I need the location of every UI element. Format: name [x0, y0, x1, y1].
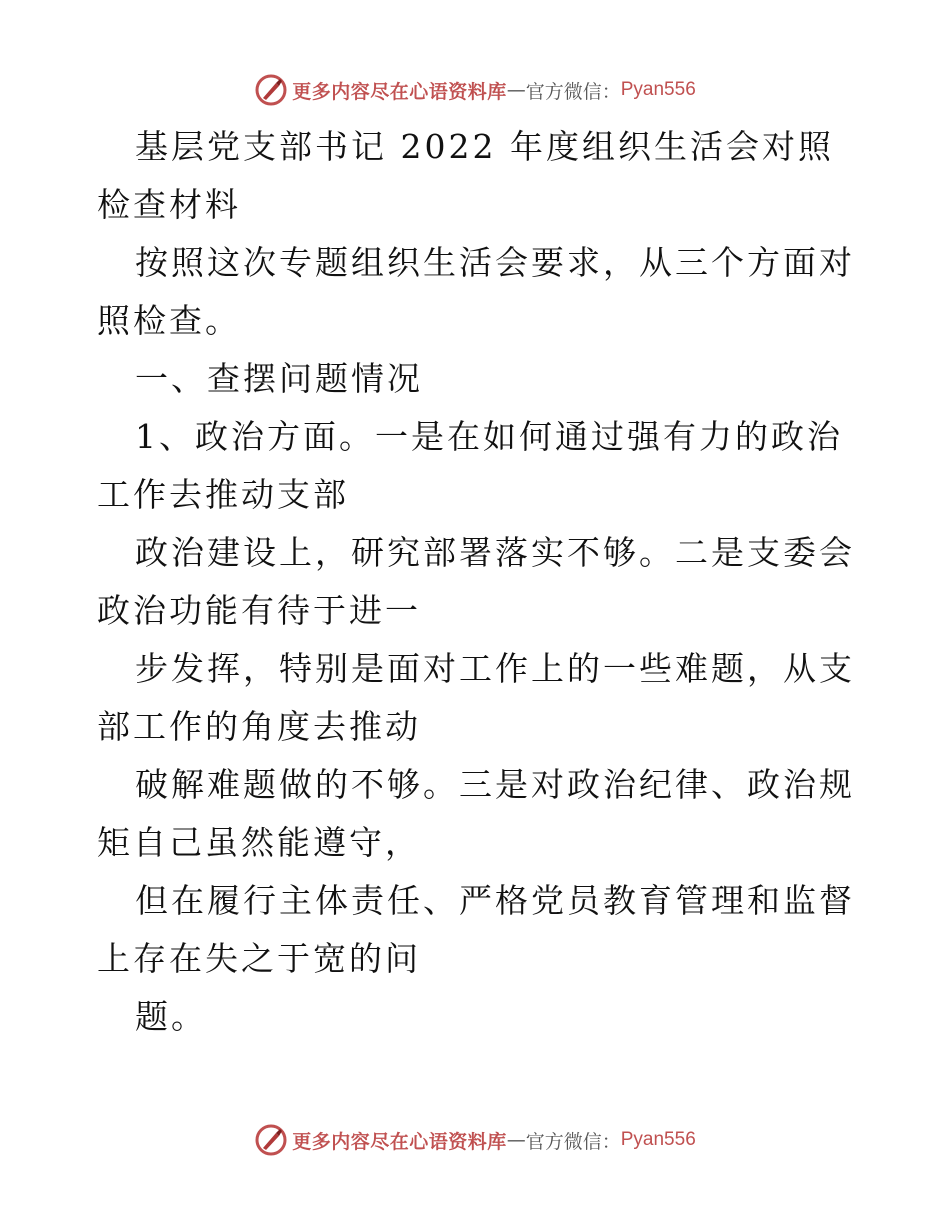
- banner-separator: —: [506, 79, 526, 101]
- banner-text: 更多内容尽在心语资料库: [292, 1130, 507, 1153]
- banner-wechat-id: Pyan556: [620, 79, 696, 100]
- document-title: 基层党支部书记 2022 年度组织生活会对照检查材料: [97, 127, 834, 224]
- banner-wechat-id: Pyan556: [620, 1129, 696, 1150]
- section-heading: 一、查摆问题情况: [135, 359, 423, 398]
- header-banner: [0, 70, 950, 110]
- paragraph: 题。: [135, 997, 207, 1036]
- paragraph: 政治建设上，研究部署落实不够。二是支委会政治功能有待于进一: [97, 533, 855, 630]
- banner-separator: —: [506, 1129, 526, 1151]
- paragraph: 1、政治方面。一是在如何通过强有力的政治工作去推动支部: [97, 417, 843, 514]
- paragraph: 但在履行主体责任、严格党员教育管理和监督上存在失之于宽的问: [97, 881, 855, 978]
- footer-banner: [0, 1120, 950, 1160]
- pen-logo-icon: [254, 73, 288, 107]
- banner-wechat-label: 官方微信：: [525, 1130, 621, 1153]
- paragraph: 步发挥，特别是面对工作上的一些难题，从支部工作的角度去推动: [97, 649, 855, 746]
- banner-wechat-label: 官方微信：: [525, 80, 621, 103]
- pen-logo-icon: [254, 1123, 288, 1157]
- paragraph: 破解难题做的不够。三是对政治纪律、政治规矩自己虽然能遵守，: [97, 765, 855, 862]
- paragraph: 按照这次专题组织生活会要求，从三个方面对照检查。: [97, 243, 855, 340]
- banner-text: 更多内容尽在心语资料库: [292, 80, 507, 103]
- document-body: [97, 118, 857, 1046]
